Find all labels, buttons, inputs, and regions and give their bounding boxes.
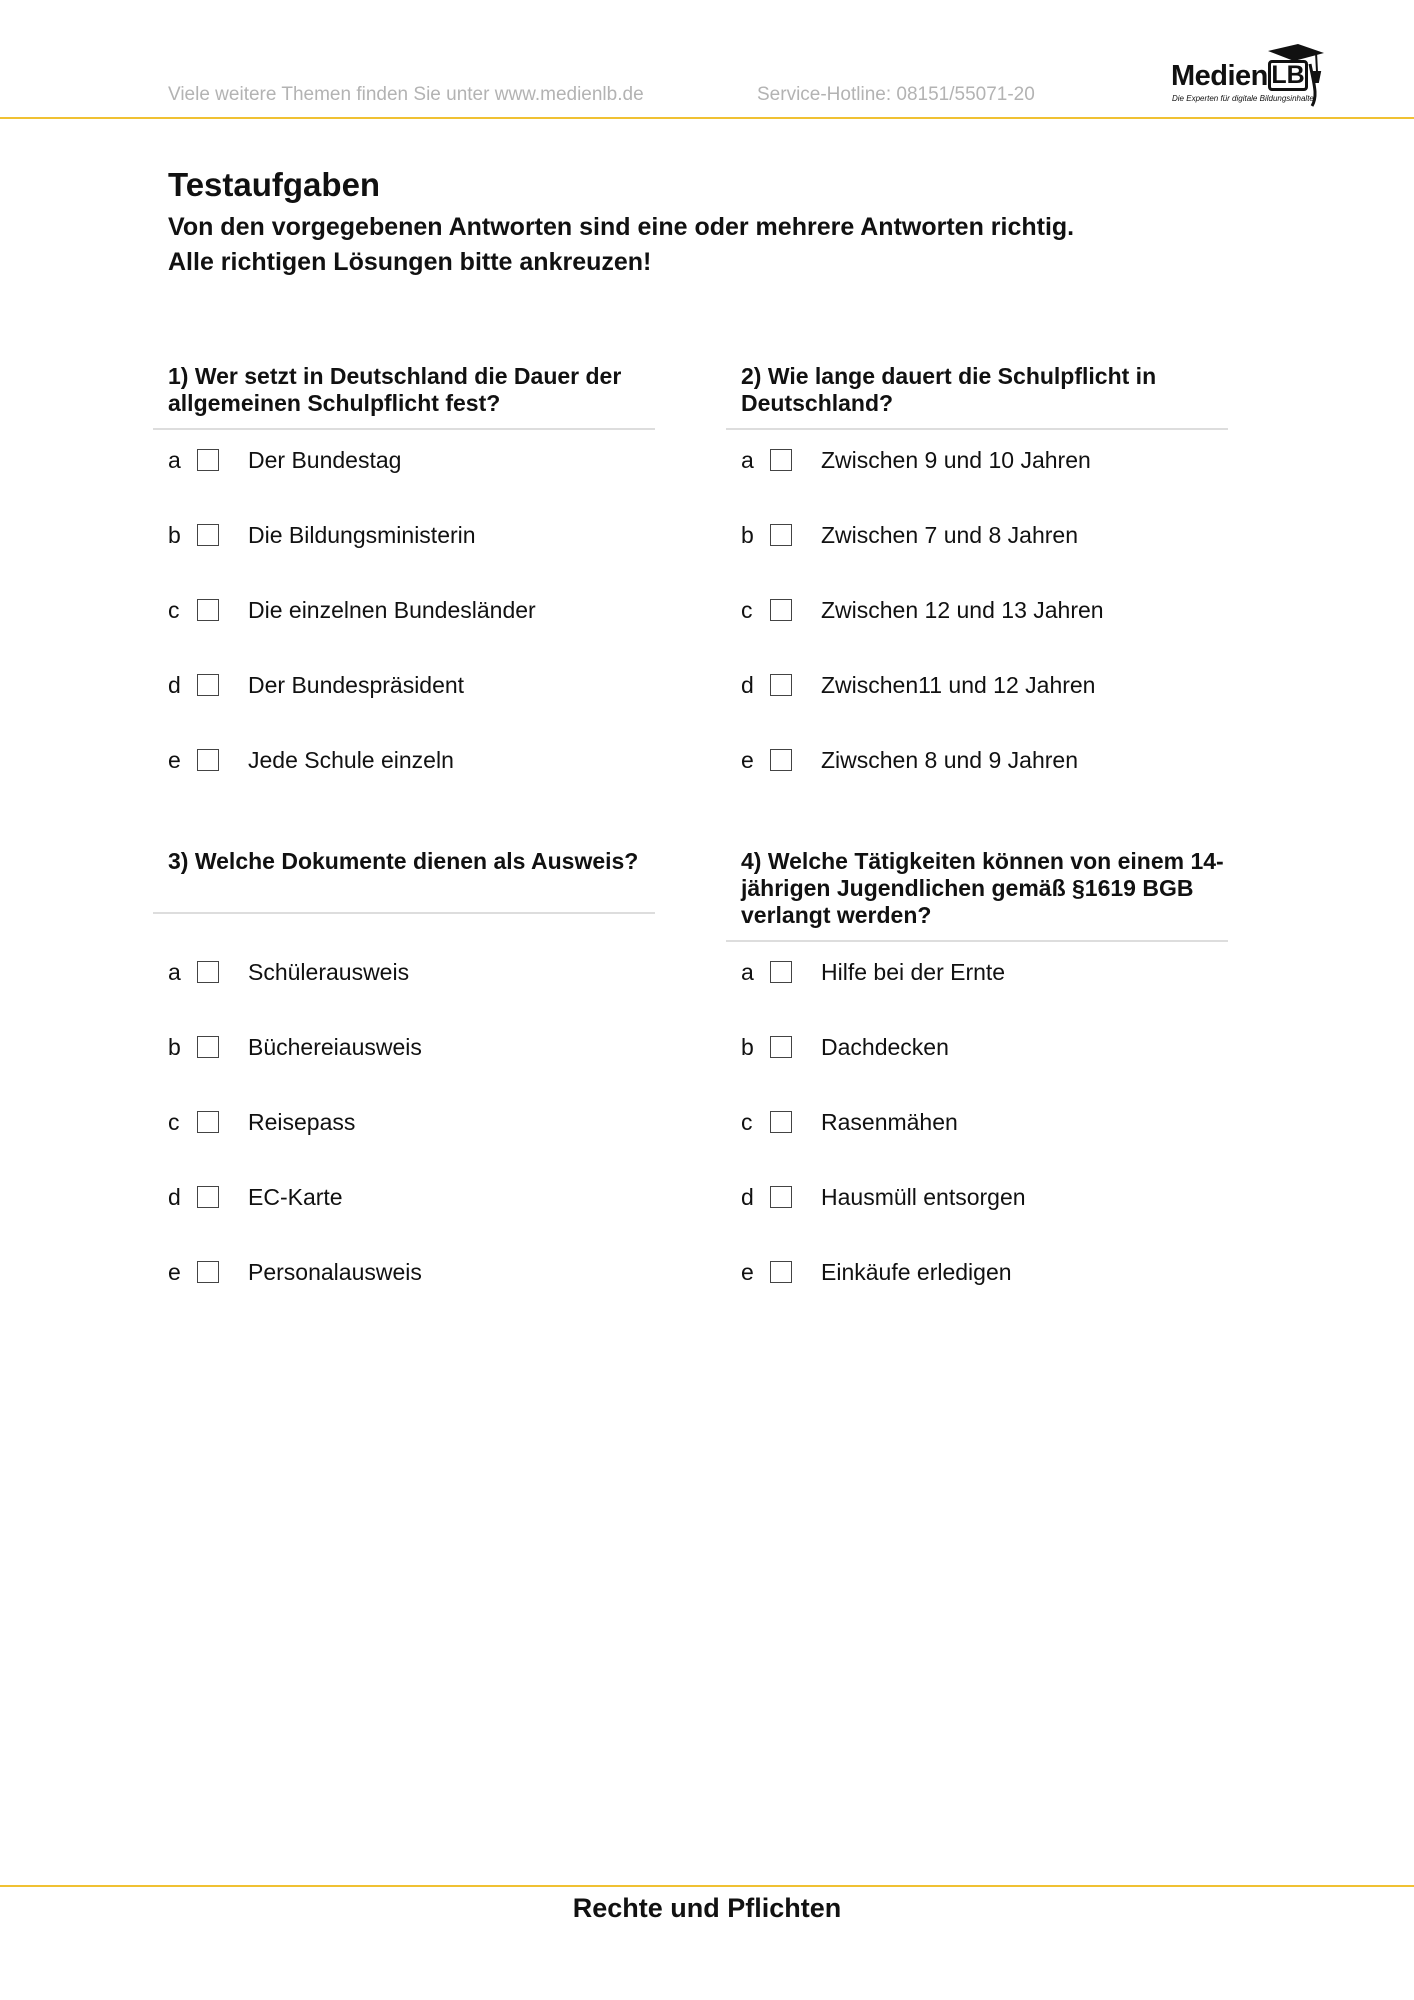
checkbox[interactable] [197,1111,219,1133]
option-label: Einkäufe erledigen [821,1258,1012,1285]
question-3-divider [153,912,655,914]
checkbox[interactable] [770,1111,792,1133]
footer-title: Rechte und Pflichten [572,1893,842,1923]
logo-wordmark: Medien [1171,60,1268,92]
option-letter: e [168,746,181,773]
option-letter: b [741,521,754,548]
option-letter: b [741,1033,754,1060]
option-label: Zwischen 9 und 10 Jahren [821,446,1091,473]
option-label: Die einzelnen Bundesländer [248,596,536,623]
question-4-option-e[interactable] [741,1257,1012,1287]
question-4-option-a[interactable] [741,957,1005,987]
logo-lb-mark: LB [1268,60,1308,91]
checkbox[interactable] [770,599,792,621]
option-letter: d [168,1183,181,1210]
checkbox[interactable] [197,524,219,546]
question-2-option-d[interactable] [741,670,1095,700]
checkbox[interactable] [197,1261,219,1283]
question-1-divider [153,428,655,430]
question-1-option-a[interactable] [168,445,401,475]
option-letter: c [168,596,180,623]
option-letter: b [168,1033,181,1060]
option-letter: b [168,521,181,548]
option-label: Der Bundestag [248,446,402,473]
medienlb-logo [1168,44,1326,110]
question-4-option-b[interactable] [741,1032,949,1062]
header-website-text: Viele weitere Themen finden Sie unter www.medienlb.de [168,84,644,105]
checkbox[interactable] [197,449,219,471]
checkbox[interactable] [197,749,219,771]
question-2-option-a[interactable] [741,445,1091,475]
option-label: Hausmüll entsorgen [821,1183,1026,1210]
option-label: Die Bildungsministerin [248,521,476,548]
option-label: Rasenmähen [821,1108,958,1135]
option-letter: d [741,671,754,698]
option-label: Reisepass [248,1108,356,1135]
question-2-divider [726,428,1228,430]
option-label: Zwischen11 und 12 Jahren [821,671,1096,698]
question-4-option-d[interactable] [741,1182,1026,1212]
option-letter: c [741,1108,753,1135]
option-letter: a [741,958,754,985]
question-1-option-b[interactable] [168,520,476,550]
checkbox[interactable] [770,524,792,546]
checkbox[interactable] [197,1186,219,1208]
option-letter: a [741,446,754,473]
option-label: EC-Karte [248,1183,343,1210]
logo-tagline: Die Experten für digitale Bildungsinhalte [1172,94,1314,103]
question-3-option-e[interactable] [168,1257,422,1287]
option-letter: a [168,446,181,473]
option-letter: e [168,1258,181,1285]
question-4-divider [726,940,1228,942]
checkbox[interactable] [197,1036,219,1058]
option-letter: d [741,1183,754,1210]
option-label: Zwischen 12 und 13 Jahren [821,596,1104,623]
checkbox[interactable] [770,674,792,696]
instruction-line-1: Von den vorgegebenen Antworten sind eine oder mehrere Antworten richtig. [168,213,1075,241]
option-label: Jede Schule einzeln [248,746,454,773]
option-letter: e [741,746,754,773]
checkbox[interactable] [197,674,219,696]
option-label: Dachdecken [821,1033,949,1060]
checkbox[interactable] [770,1186,792,1208]
question-3-option-b[interactable] [168,1032,422,1062]
option-label: Büchereiausweis [248,1033,422,1060]
option-label: Der Bundespräsident [248,671,465,698]
option-letter: c [741,596,753,623]
question-3-option-d[interactable] [168,1182,343,1212]
header-divider [0,117,1414,119]
checkbox[interactable] [197,961,219,983]
option-label: Zwischen 7 und 8 Jahren [821,521,1078,548]
option-letter: e [741,1258,754,1285]
option-label: Personalausweis [248,1258,422,1285]
checkbox[interactable] [197,599,219,621]
question-3-option-a[interactable] [168,957,409,987]
question-4-title: 4) Welche Tätigkeiten können von einem 14-jährigen Jugendlichen gemäß §1619 BGB verlangt werden? [741,848,1224,928]
question-4-option-c[interactable] [741,1107,958,1137]
question-3-option-c[interactable] [168,1107,355,1137]
option-label: Hilfe bei der Ernte [821,958,1006,985]
question-1-option-c[interactable] [168,595,536,625]
option-label: Ziwschen 8 und 9 Jahren [821,746,1078,773]
checkbox[interactable] [770,961,792,983]
checkbox[interactable] [770,749,792,771]
question-2-option-b[interactable] [741,520,1078,550]
footer-divider [0,1885,1414,1887]
question-2-title: 2) Wie lange dauert die Schulpflicht in Deutschland? [741,363,1157,416]
question-1-option-e[interactable] [168,745,454,775]
header-hotline-text: Service-Hotline: 08151/55071-20 [757,84,1035,105]
question-1-title: 1) Wer setzt in Deutschland die Dauer der allgemeinen Schulpflicht fest? [168,363,622,416]
instruction-line-2: Alle richtigen Lösungen bitte ankreuzen! [168,248,652,276]
option-label: Schülerausweis [248,958,410,985]
checkbox[interactable] [770,1036,792,1058]
option-letter: d [168,671,181,698]
question-2-option-e[interactable] [741,745,1078,775]
checkbox[interactable] [770,449,792,471]
question-1-option-d[interactable] [168,670,464,700]
checkbox[interactable] [770,1261,792,1283]
page-title: Testaufgaben [168,166,381,203]
question-2-option-c[interactable] [741,595,1104,625]
question-3-title: 3) Welche Dokumente dienen als Ausweis? [168,848,639,874]
option-letter: a [168,958,181,985]
option-letter: c [168,1108,180,1135]
